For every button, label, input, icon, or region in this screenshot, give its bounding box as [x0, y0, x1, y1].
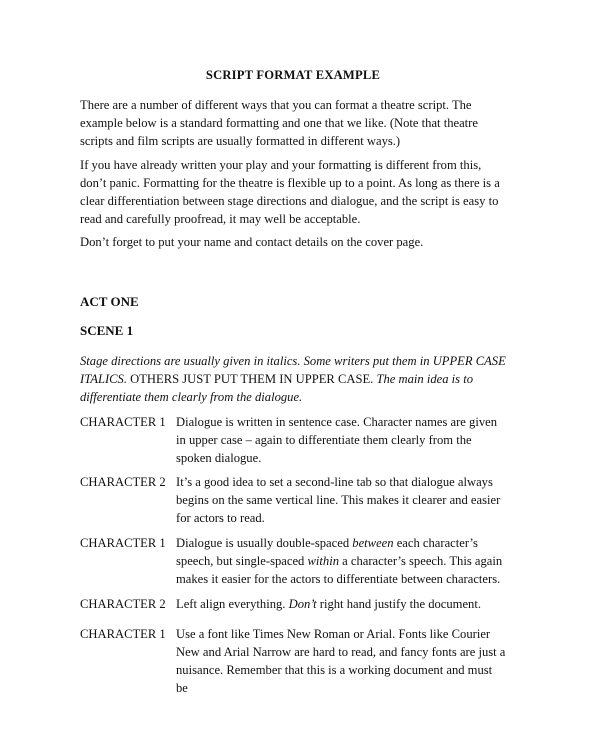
dialogue-text [176, 534, 506, 588]
character-name: CHARACTER 2 [80, 475, 166, 489]
dialogue-emphasis: within [307, 554, 339, 568]
stage-direction-italic-2: The main idea is to differentiate them clearly from the dialogue. [80, 372, 474, 404]
dialogue-text: Use a font like Times New Roman or Arial. Fonts like Courier New and Arial Narrow are hard to read, and fancy fonts are just a nuisance. Remember that this is a working document and must be [176, 627, 506, 695]
dialogue-text-part: right hand justify the document. [316, 597, 481, 611]
character-name: CHARACTER 2 [80, 597, 166, 611]
character-name: CHARACTER 1 [80, 536, 166, 550]
dialogue-text [176, 595, 506, 613]
scene-heading: SCENE 1 [80, 323, 134, 338]
document-title: SCRIPT FORMAT EXAMPLE [205, 68, 381, 82]
intro-paragraph-3: Don’t forget to put your name and contact details on the cover page. [80, 235, 424, 249]
dialogue-text-part: Left align everything. [176, 597, 289, 611]
dialogue-text: Dialogue is written in sentence case. Character names are given in upper case – again to differentiate them clearly from the spoken dialogue. [176, 415, 498, 465]
dialogue-text: It’s a good idea to set a second-line tab so that dialogue always begins on the same vertical line. This makes it clearer and easier for actors to read. [176, 475, 501, 525]
dialogue-text-part: Dialogue is usually double-spaced [176, 536, 353, 550]
stage-direction-upper: OTHERS JUST PUT THEM IN UPPER CASE. [127, 372, 374, 386]
stage-direction-italic-1: Stage directions are usually given in italics. Some writers put them in UPPER CASE ITALICS. [80, 354, 506, 386]
intro-paragraph-1: There are a number of different ways that you can format a theatre script. The example below is a standard formatting and one that we like. (Note that theatre scripts and film scripts are usually formatted in different ways.) [80, 98, 478, 148]
character-name: CHARACTER 1 [80, 415, 166, 429]
intro-paragraph-2: If you have already written your play and your formatting is different from this, don’t panic. Formatting for the theatre is flexible up to a point. As long as there is a clear differentiation between stage directions and dialogue, and the script is easy to read and carefully proofread, it may well be acceptable. [80, 158, 500, 226]
stage-direction [80, 352, 510, 406]
dialogue-text-part: each character’s speech, but single-spaced [176, 536, 478, 568]
dialogue-text-part: a character’s speech. This again makes it easier for the actors to differentiate between characters. [176, 554, 503, 586]
act-heading: ACT ONE [80, 294, 139, 309]
dialogue-emphasis: Don’t [288, 597, 317, 611]
character-name: CHARACTER 1 [80, 627, 166, 641]
dialogue-emphasis: between [352, 536, 394, 550]
